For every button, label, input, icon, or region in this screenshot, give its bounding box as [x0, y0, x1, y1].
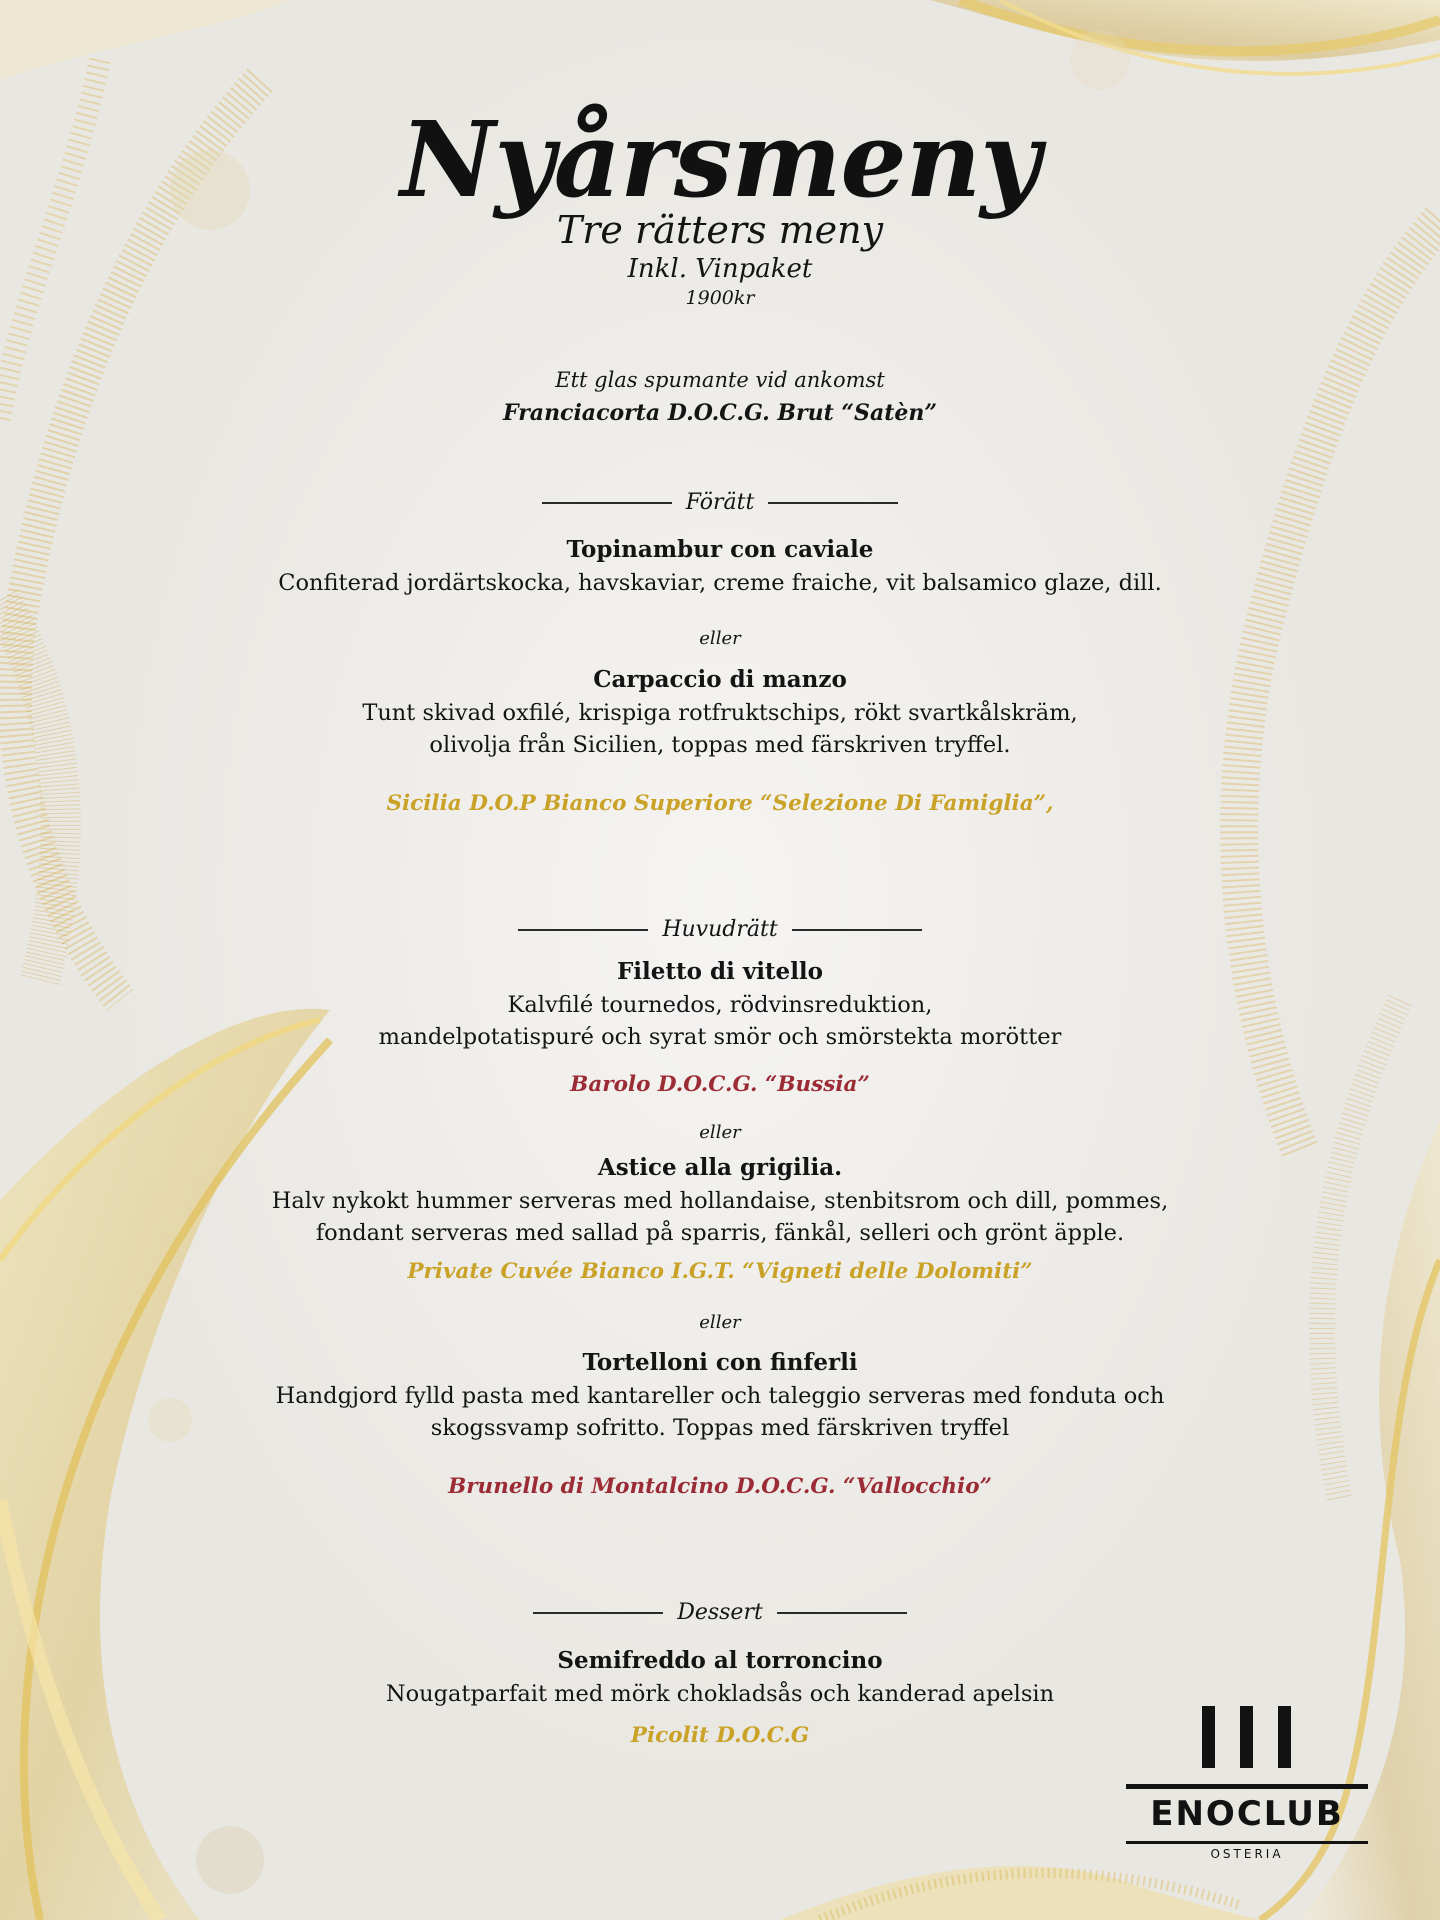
dish-name: Topinambur con caviale — [566, 536, 874, 563]
divider-line — [792, 929, 922, 931]
dish-description: Kalvfilé tournedos, rödvinsreduktion, — [507, 992, 933, 1018]
wine-pairing: Sicilia D.O.P Bianco Superiore “Selezione Di Famiglia”, — [386, 791, 1054, 816]
divider-line — [777, 1612, 907, 1614]
menu-title: Nyårsmeny — [400, 98, 1040, 221]
wine-pairing: Private Cuvée Bianco I.G.T. “Vigneti delle Dolomiti” — [407, 1259, 1033, 1284]
menu-subtitle: Tre rätters meny — [556, 208, 884, 252]
divider-line — [542, 502, 672, 504]
dish-name: Astice alla grigilia. — [597, 1154, 843, 1181]
section-header-huvudratt — [0, 913, 1440, 947]
or-separator: eller — [699, 1312, 741, 1333]
dish-description: fondant serveras med sallad på sparris, fänkål, selleri och grönt äpple. — [315, 1220, 1125, 1246]
divider-line — [768, 502, 898, 504]
section-header-dessert — [0, 1596, 1440, 1630]
wine-package-note: Inkl. Vinpaket — [627, 254, 813, 284]
dish-name: Carpaccio di manzo — [593, 666, 847, 693]
welcome-wine: Franciacorta D.O.C.G. Brut “Satèn” — [502, 400, 938, 426]
enoclub-logo — [1122, 1706, 1366, 1868]
or-separator: eller — [699, 628, 741, 649]
dish-description: Handgjord fylld pasta med kantareller och taleggio serveras med fonduta och — [275, 1383, 1165, 1409]
dish-name: Semifreddo al torroncino — [557, 1647, 883, 1674]
dish-name: Filetto di vitello — [616, 958, 824, 985]
dish-description: skogssvamp sofritto. Toppas med färskriven tryffel — [430, 1415, 1010, 1441]
logo-bars-icon — [1202, 1706, 1292, 1768]
dish-description: olivolja från Sicilien, toppas med färskriven tryffel. — [429, 732, 1011, 758]
logo-divider — [1126, 1784, 1368, 1789]
dish-description: Confiterad jordärtskocka, havskaviar, creme fraiche, vit balsamico glaze, dill. — [278, 570, 1162, 596]
dish-name: Tortelloni con finferli — [582, 1349, 858, 1376]
dish-description: mandelpotatispuré och syrat smör och smörstekta morötter — [378, 1024, 1062, 1050]
wine-pairing: Picolit D.O.C.G — [630, 1723, 810, 1748]
welcome-drink-note: Ett glas spumante vid ankomst — [555, 368, 885, 392]
divider-line — [533, 1612, 663, 1614]
divider-line — [518, 929, 648, 931]
wine-pairing: Brunello di Montalcino D.O.C.G. “Vallocchio” — [448, 1474, 992, 1499]
section-label: Dessert — [677, 1600, 763, 1625]
or-separator: eller — [699, 1122, 741, 1143]
dish-description: Halv nykokt hummer serveras med hollandaise, stenbitsrom och dill, pommes, — [271, 1188, 1169, 1214]
logo-subtitle: OSTERIA — [1210, 1847, 1284, 1861]
section-label: Förätt — [685, 490, 755, 515]
menu-price: 1900kr — [685, 287, 755, 309]
dish-description: Tunt skivad oxfilé, krispiga rotfruktschips, rökt svartkålskräm, — [362, 700, 1078, 726]
wine-pairing: Barolo D.O.C.G. “Bussia” — [570, 1072, 870, 1097]
logo-name: ENOCLUB — [1150, 1794, 1344, 1834]
section-label: Huvudrätt — [662, 917, 778, 942]
section-header-forratt — [0, 486, 1440, 520]
dish-description: Nougatparfait med mörk chokladsås och kanderad apelsin — [385, 1681, 1055, 1707]
